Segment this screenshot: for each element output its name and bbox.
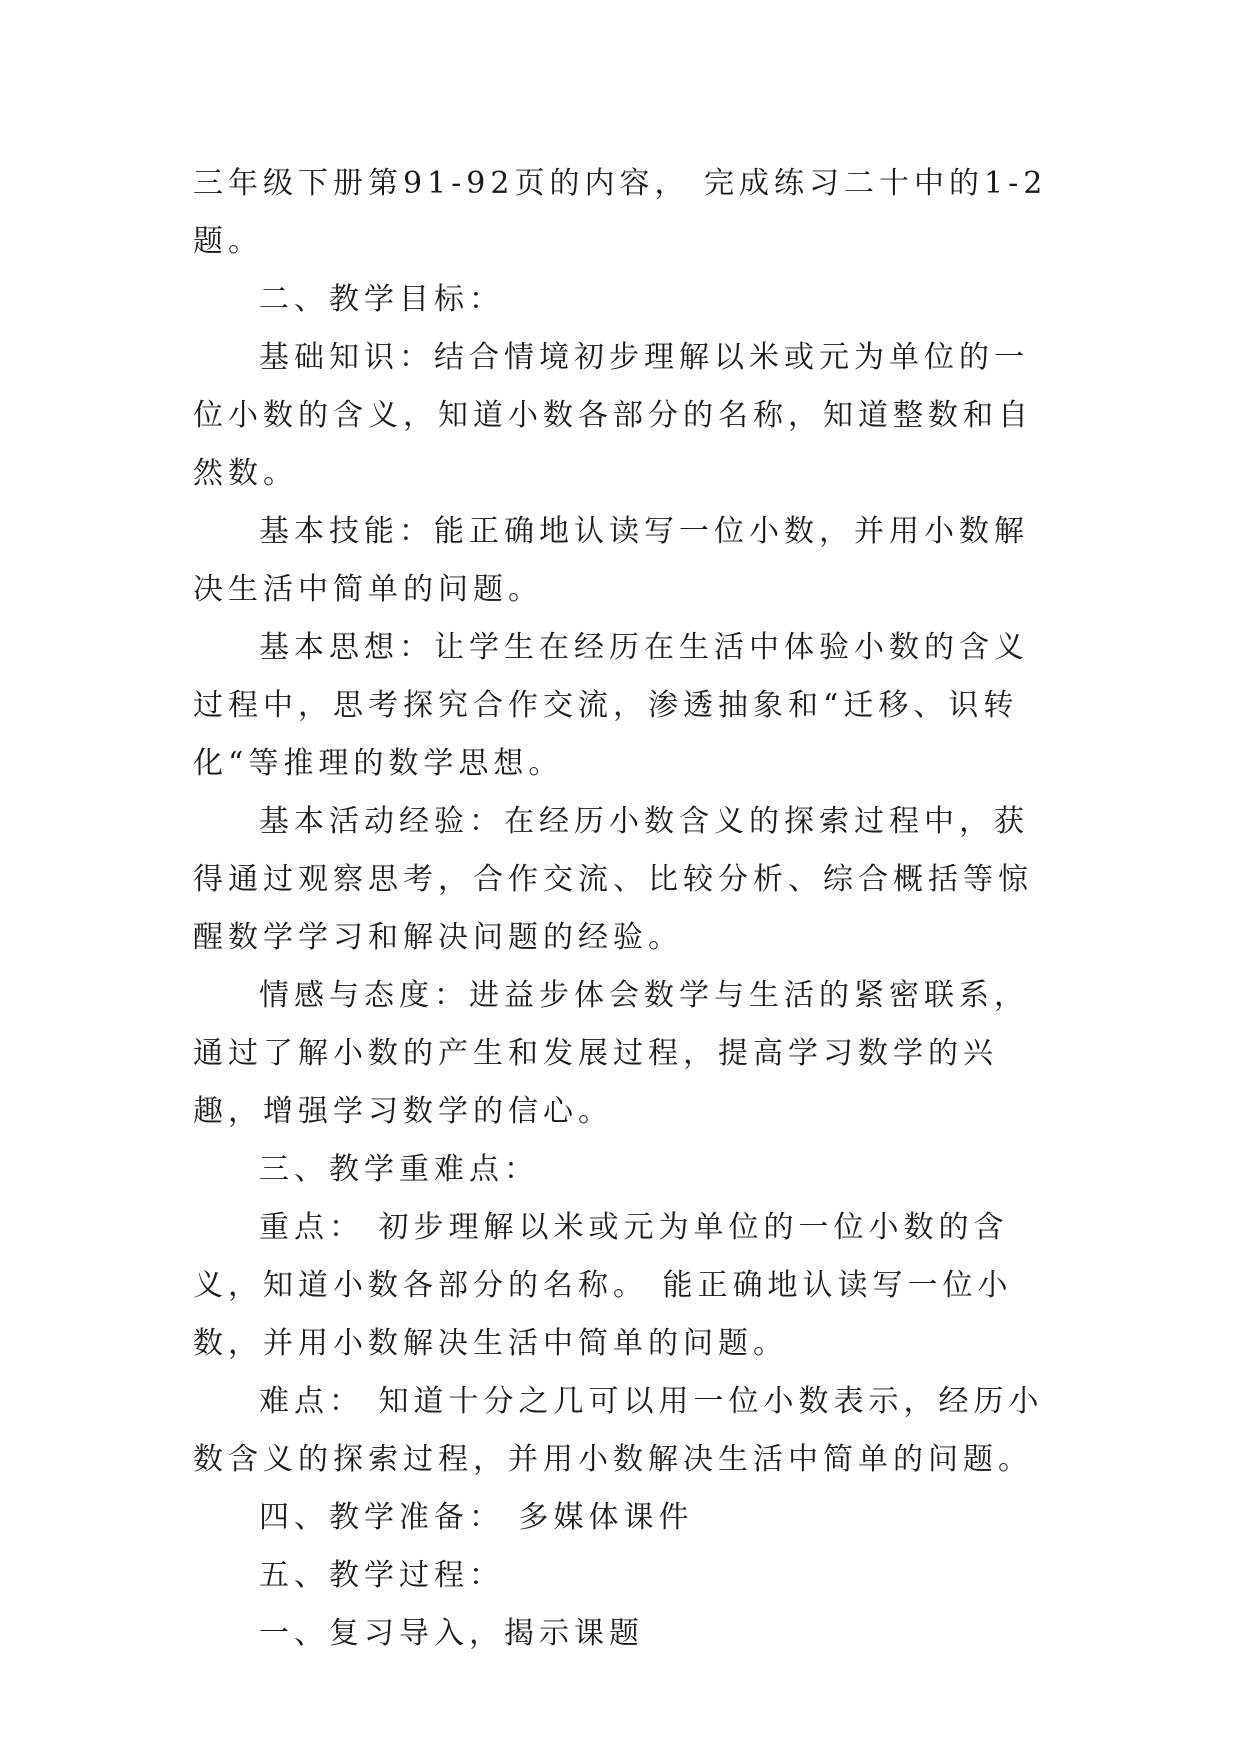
paragraph-9: 重点： 初步理解以米或元为单位的一位小数的含义，知道小数各部分的名称。 能正确地认读写一位小数，并用小数解决生活中简单的问题。 xyxy=(193,1210,1013,1361)
paragraph-7: 情感与态度：进益步体会数学与生活的紧密联系，通过了解小数的产生和发展过程，提高学习数学的兴趣，增强学习数学的信心。 xyxy=(193,978,1029,1129)
paragraph-13: 一、复习导入，揭示课题 xyxy=(259,1616,644,1651)
paragraph-12: 五、教学过程： xyxy=(259,1558,504,1593)
paragraph-6: 基本活动经验：在经历小数含义的探索过程中，获得通过观察思考，合作交流、比较分析、综合概括等惊醒数学学习和解决问题的经验。 xyxy=(193,804,1033,955)
paragraph-1: 三年级下册第91-92页的内容， 完成练习二十中的1-2题。 xyxy=(193,166,1048,259)
paragraph-11: 四、教学准备： 多媒体课件 xyxy=(259,1500,694,1535)
paragraph-4: 基本技能：能正确地认读写一位小数，并用小数解决生活中简单的问题。 xyxy=(193,514,1029,607)
paragraph-5: 基本思想：让学生在经历在生活中体验小数的含义过程中，思考探究合作交流，渗透抽象和“迁移、识转化“等推理的数学思想。 xyxy=(193,630,1029,781)
paragraph-3: 基础知识：结合情境初步理解以米或元为单位的一位小数的含义，知道小数各部分的名称，知道整数和自然数。 xyxy=(193,340,1033,491)
document-body xyxy=(193,155,1061,1663)
paragraph-8: 三、教学重难点： xyxy=(259,1152,539,1187)
paragraph-10: 难点： 知道十分之几可以用一位小数表示，经历小数含义的探索过程，并用小数解决生活中简单的问题。 xyxy=(193,1384,1044,1477)
paragraph-2: 二、教学目标： xyxy=(259,282,504,317)
